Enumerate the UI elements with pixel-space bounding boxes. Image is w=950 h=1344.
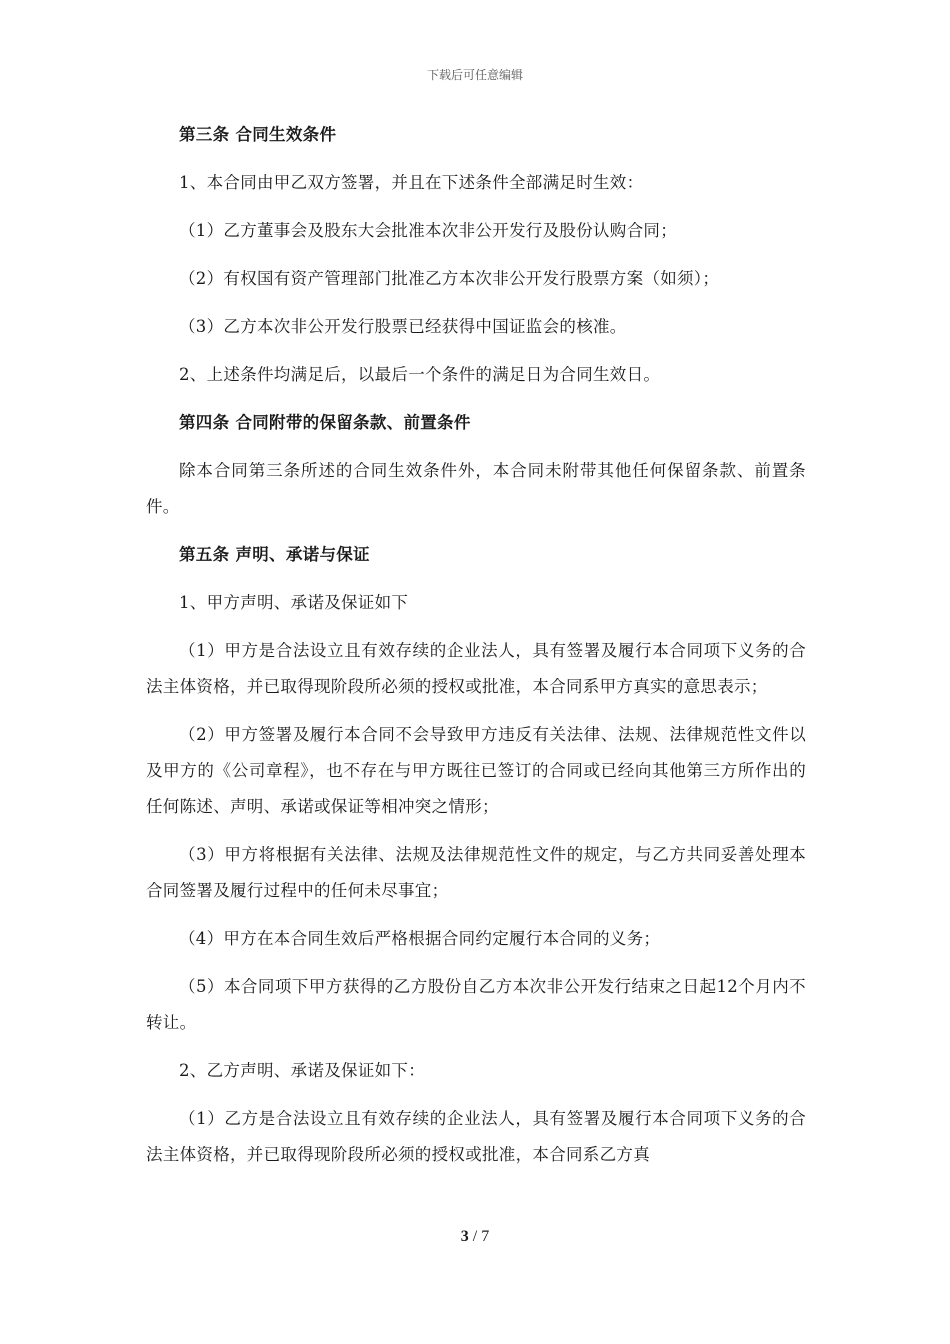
page-separator: / bbox=[468, 1228, 482, 1245]
paragraph: （3）乙方本次非公开发行股票已经获得中国证监会的核准。 bbox=[179, 317, 627, 336]
paragraph: 除本合同第三条所述的合同生效条件外，本合同未附带其他任何保留条款、前置条件。 bbox=[146, 461, 806, 516]
current-page: 3 bbox=[460, 1228, 469, 1245]
paragraph: （1）甲方是合法设立且有效存续的企业法人，具有签署及履行本合同项下义务的合法主体资格，并已取得现阶段所必须的授权或批准，本合同系甲方真实的意思表示； bbox=[146, 641, 806, 696]
page-header: 下载后可任意编辑 bbox=[426, 68, 523, 82]
paragraph: （1）乙方是合法设立且有效存续的企业法人，具有签署及履行本合同项下义务的合法主体资格，并已取得现阶段所必须的授权或批准，本合同系乙方真 bbox=[146, 1109, 806, 1164]
section-heading: 第四条 合同附带的保留条款、前置条件 bbox=[179, 413, 471, 432]
paragraph: （5）本合同项下甲方获得的乙方股份自乙方本次非公开发行结束之日起12个月内不转让。 bbox=[146, 977, 806, 1032]
paragraph: （4）甲方在本合同生效后严格根据合同约定履行本合同的义务； bbox=[179, 929, 661, 948]
paragraph: 2、乙方声明、承诺及保证如下： bbox=[179, 1061, 425, 1080]
paragraph: 1、甲方声明、承诺及保证如下 bbox=[179, 593, 409, 612]
paragraph: 1、本合同由甲乙双方签署，并且在下述条件全部满足时生效： bbox=[179, 173, 644, 192]
section-heading: 第三条 合同生效条件 bbox=[179, 125, 337, 144]
paragraph: （2）有权国有资产管理部门批准乙方本次非公开发行股票方案（如须）； bbox=[179, 269, 720, 288]
paragraph: 2、上述条件均满足后，以最后一个条件的满足日为合同生效日。 bbox=[179, 365, 661, 384]
paragraph: （2）甲方签署及履行本合同不会导致甲方违反有关法律、法规、法律规范性文件以及甲方的《公司章程》，也不存在与甲方既往已签订的合同或已经向其他第三方所作出的任何陈述、声明、承诺或保证等相冲突之情形； bbox=[146, 725, 806, 816]
document-body bbox=[146, 117, 806, 1185]
section-heading: 第五条 声明、承诺与保证 bbox=[179, 545, 370, 564]
total-pages: 7 bbox=[481, 1228, 490, 1245]
paragraph: （3）甲方将根据有关法律、法规及法律规范性文件的规定，与乙方共同妥善处理本合同签署及履行过程中的任何未尽事宜； bbox=[146, 845, 806, 900]
paragraph: （1）乙方董事会及股东大会批准本次非公开发行及股份认购合同； bbox=[179, 221, 677, 240]
page-number bbox=[0, 1228, 950, 1246]
